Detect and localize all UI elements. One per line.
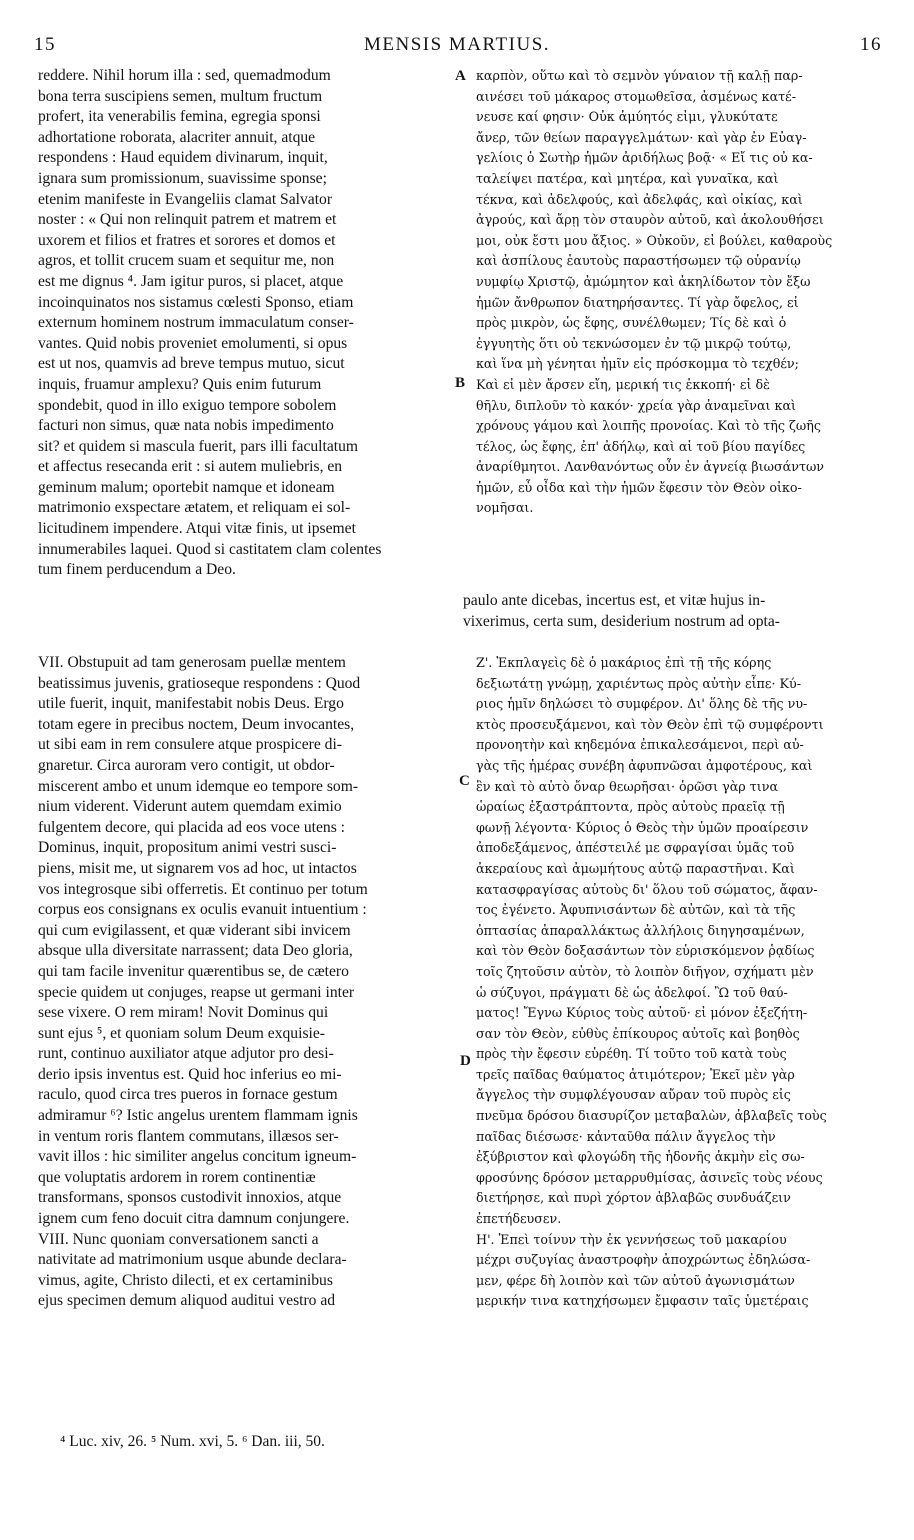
text-line: VIII. Nunc quoniam conversationem sancti a [38,1230,319,1248]
text-line: VII. Obstupuit ad tam generosam puellæ mentem [38,654,346,671]
text-line: καὶ τὸν Θεὸν δοξασάντων τὸν εὑρισκόμενον ῥᾳδίως [476,943,815,959]
text-line: nium viderent. Viderunt autem quemdam eximio [38,798,342,816]
text-line: vavit illos : hic similiter angelus concitum igneum- [38,1148,357,1166]
text-line: καὶ ἵνα μὴ γένηται ἡμῖν εἰς πρόσκομμα τὸ τεχθέν; [476,356,799,372]
text-line: μέχρι συζυγίας ἀναστροφὴν ἀποχρώντως ἐδηλώσα- [476,1252,811,1268]
text-line: est me dignus ⁴. Jam igitur puros, si placet, atque [38,272,344,290]
text-line: τέκνα, καὶ ἀδελφούς, καὶ ἀδελφάς, καὶ οἰκίας, καὶ [476,191,803,207]
text-line: νυμφίῳ Χριστῷ, ἀμώμητον καὶ ἀκηλίδωτον τὸν ἔξω [476,273,811,289]
text-line: τέλος, ὡς ἔφης, ἐπ' ἀδήλῳ, καὶ αἱ τοῦ βίου παγίδες [476,438,806,454]
text-line: admiramur ⁶? Istic angelus urentem flammam ignis [38,1107,358,1125]
text-line: ὡραίως ἐξαστράπτοντα, πρὸς αὐτοὺς πραεῖᾳ τῇ [476,799,785,815]
text-line: ἄνερ, τῶν θείων παραγγελμάτων· καὶ γὰρ ἐν Εὐαγ- [476,129,807,145]
text-line: nativitate ad matrimonium usque abunde declara- [38,1251,347,1269]
text-line: uxorem et filios et fratres et sorores et domos et [38,231,336,249]
text-line: gnaretur. Circa auroram vero contigit, ut obdor- [38,756,335,774]
text-line: Καὶ εἰ μὲν ἄρσεν εἴη, μερική τις ἐκκοπή· εἰ δὲ [476,376,770,392]
text-line: κτὸς προσευξάμενοι, καὶ τὸν Θεὸν ἐπὶ τῷ συμφέροντι [476,716,824,732]
text-line: πρὸς τὴν ἔφεσιν εὑρέθη. Τί τοῦτο τοῦ κατὰ τοὺς [476,1046,787,1062]
text-line: ὡ σύζυγοι, πράγματι δὲ ὡς ἀδελφοί. Ὢ τοῦ θαύ- [476,984,788,1000]
text-line: externum hominem nostrum immaculatum conser- [38,314,354,332]
text-line: vantes. Quid nobis proveniet emolumenti, si opus [38,334,348,352]
text-line: beatissimus juvenis, gratioseque respondens : Quod [38,674,361,692]
text-line: absque ulla diversitate narrassent; data Deo gloria, [38,942,353,960]
greek-column-bottom [476,653,890,1312]
text-line: etenim manifeste in Evangeliis clamat Salvator [38,190,333,208]
text-line: ἐπετήδευσεν. [476,1211,562,1227]
text-line: μοι, οὐκ ἔστι μου ἄξιος. » Οὐκοῦν, εἰ βούλει, καθαροὺς [476,232,833,248]
page-header [30,30,884,64]
latin-column-top [38,66,466,581]
text-line: vos integrosque sibi offerretis. Et continuo per totum [38,880,368,898]
text-line: ἡμῶν, εὖ οἶδα καὶ τὴν ἡμῶν ἔφεσιν τὸν Θεὸν οἰκο- [476,479,802,495]
text-line: τος ἐγένετο. Ἀφυπνισάντων δὲ αὐτῶν, καὶ τὰ τῆς [476,902,796,918]
text-line: ἡμῶν ἄνθρωπον διατηρήσαντες. Τί γὰρ ὄφελος, εἰ [476,294,799,310]
text-line: qui cum evigilassent, et quæ viderant sibi invicem [38,921,351,939]
text-line: ἄγγελος τὴν συμφλέγουσαν αὔραν τοῦ πυρὸς εἰς [476,1087,791,1103]
text-line: διετήρησε, καὶ πυρὶ χόρτον ἀβλαβῶς συνδυάζειν [476,1190,791,1206]
text-line: derio ipsis inventus est. Quid hoc inferius eo mi- [38,1065,342,1083]
text-line: sunt ejus ⁵, et quoniam solum Deum exquisie- [38,1024,325,1042]
text-line: ignara sum promissionum, suavissime sponse; [38,169,327,187]
text-line: est ut nos, quamvis ad breve tempus mutuo, sicut [38,355,345,373]
text-line: ἓν καὶ τὸ αὐτὸ ὄναρ θεωρῆσαι· ὁρῶσι γὰρ τινα [476,778,779,794]
text-line: spondebit, quod in illo exiguo tempore sobolem [38,396,337,414]
text-line: ignem cum feno docuit citra damnum conjungere. [38,1210,350,1228]
margin-letter-c: C [459,773,470,789]
text-line: noster : « Qui non relinquit patrem et matrem et [38,211,337,229]
text-line: bona terra suscipiens semen, multum fructum [38,87,323,105]
text-line: σαν τὸν Θεὸν, εὐθὺς ἐπίκουρος αὐτοῖς καὶ βοηθὸς [476,1025,800,1041]
text-line: αινέσει τοῦ μάκαρος στομωθεῖσα, ἀσμένως κατέ- [476,88,797,104]
page-number-left: 15 [34,34,56,55]
text-line: γὰς τῆς ἡμέρας συνέβη ἀφυπνῶσαι ἀμφοτέρους, καὶ [476,757,813,773]
text-line: innumerabiles laquei. Quod si castitatem clam colentes [38,540,382,558]
text-line: et affectus resecanda erit : si autem muliebris, en [38,458,343,476]
text-line: ἐξύβριστον καὶ φλογώδη τῆς ἡδονῆς ἀκμὴν εἰς σω- [476,1149,805,1165]
text-line: reddere. Nihil horum illa : sed, quemadmodum [38,67,331,84]
text-line: τρεῖς παῖδας θαύματος ἀτιμότερον; Ἐκεῖ μὲν γὰρ [476,1066,795,1082]
text-line: Η'. Ἐπεὶ τοίνυν τὴν ἐκ γεννήσεως τοῦ μακαρίου [476,1231,787,1247]
text-line: ριος ἡμῖν δηλώσει τὸ συμφέρον. Δι' ὅλης δὲ τῆς νυ- [476,696,808,712]
text-line: transformans, sponsos custodivit innoxios, atque [38,1189,342,1207]
text-line: specie quidem ut conjuges, reapse ut germani inter [38,983,355,1001]
text-line: vimus, agite, Christo dilecti, et ex certaminibus [38,1271,333,1289]
text-line: inquis, fruamur amplexu? Quis enim futurum [38,375,322,393]
text-line: ὀπτασίας ἀπαραλλάκτως ἀλλήλοις διηγησαμένων, [476,922,805,938]
text-line: sese vixere. O rem miram! Novit Dominus qui [38,1004,329,1022]
text-line: δεξιωτάτῃ γνώμῃ, χαριέντως πρὸς αὐτὴν εἶπε· Κύ- [476,675,802,691]
text-line: runt, continuo auxiliator atque adjutor pro desi- [38,1045,334,1063]
text-line: profert, ita venerabilis femina, egregia sponsi [38,108,321,126]
text-line: τοῖς ζητοῦσιν αὐτὸν, τὸ λοιπὸν διῆγον, σχήματι μὲν [476,963,814,979]
text-line: προνοητὴν καὶ κηδεμόνα ἐπικαλεσάμενοι, περὶ αὐ- [476,737,804,753]
text-line: qui tam facile invenitur quærentibus se, de cætero [38,962,349,980]
text-line: καρπὸν, οὕτω καὶ τὸ σεμνὸν γύναιον τῇ καλῇ παρ- [476,68,803,83]
text-line: totam egere in precibus noctem, Deum invocantes, [38,715,355,733]
text-line: ut sibi eam in rem consulere atque prospicere di- [38,736,342,754]
text-line: piens, misit me, ut signarem vos ad hoc, ut intactos [38,859,357,877]
text-line: fulgentem decore, qui placida ad eos voce utens : [38,818,345,836]
text-line: que voluptatis ardorem in rorem continentiæ [38,1168,316,1186]
text-line: μερικήν τινα κατηχήσωμεν ἔμφασιν ταῖς ὑμετέραις [476,1293,809,1309]
text-line: ejus specimen demum aliquod auditui vestro ad [38,1292,336,1310]
text-line: ἐγγυητὴς ὅτι οὐ τεκνώσομεν ἐν τῷ μικρῷ τούτῳ, [476,335,792,351]
text-line: ἀναρίθμητοι. Λανθανόντως οὖν ἐν ἁγνείᾳ βιωσάντων [476,459,825,475]
full-width-line-right: paulo ante dicebas, incertus est, et vitæ hujus in- [463,592,766,609]
text-line: utile fuerit, inquit, manifestabit nobis Deus. Ergo [38,695,344,713]
text-line: θῆλυ, διπλοῦν τὸ κακόν· χρεία γὰρ ἀναμεῖναι καὶ [476,397,797,413]
footnotes: ⁴ Luc. xiv, 26. ⁵ Num. xvi, 5. ⁶ Dan. iii, 50. [60,1433,325,1450]
full-width-line-right-2: vixerimus, certa sum, desiderium nostrum ad opta- [463,612,780,630]
text-line: πρὸς μικρὸν, ὡς ἔφης, συνέλθωμεν; Τίς δὲ καὶ ὁ [476,315,787,331]
text-line: νομῆσαι. [476,500,534,516]
latin-column-bottom [38,653,456,1312]
text-line: ματος! Ἔγνω Κύριος τοὺς αὐτοῦ· εἰ μόνον ἐξεζήτη- [476,1005,808,1021]
text-line: χρόνους γάμου καὶ λοιπῆς προνοίας. Καὶ τὸ τῆς ζωῆς [476,418,821,434]
text-line: πνεῦμα δρόσου διασυρίζον μεταβαλὼν, ἀβλαβεῖς τοὺς [476,1108,827,1124]
page-number-right: 16 [860,34,882,55]
text-line: licitudinem impendere. Atqui vitæ finis, ut ipsemet [38,520,356,538]
text-line: matrimonio exspectare ætatem, et reliquam ei sol- [38,499,351,517]
text-line: respondens : Haud equidem divinarum, inquit, [38,149,328,167]
text-line: ἀκεραίους καὶ ἀμωμήτους αὐτῷ παραστῆναι. Καὶ [476,860,795,876]
greek-column-top [476,66,890,519]
text-line: νευσε καί φησιν· Οὐκ ἀμύητός εἰμι, γλυκύτατε [476,109,778,125]
text-line: ἀποδεξάμενος, ἀπέστειλέ με σφραγίσαι ὑμᾶς τοῦ [476,840,795,856]
text-line: in ventum roris flantem commutans, illæsos ser- [38,1127,339,1145]
text-line: sit? et quidem si mascula fuerit, pars illi facultatum [38,437,359,455]
text-line: incoinquinatos nos sistamus cœlesti Sponso, etiam [38,293,354,311]
text-line: miscerent ambo et unum idemque eo tempore som- [38,777,359,795]
text-line: γελίοις ὁ Σωτὴρ ἡμῶν ἀριδήλως βοᾷ· « Εἴ τις οὐ κα- [476,150,813,166]
text-line: corpus eos consignans ex oculis evanuit intuentium : [38,901,367,919]
text-line: μεν, φέρε δὴ λοιπὸν καὶ τῶν αὐτοῦ ἀγωνισμάτων [476,1272,795,1288]
text-line: geminum malum; oportebit namque et idoneam [38,478,335,496]
text-line: adhortatione roborata, alacriter annuit, atque [38,128,316,146]
text-line: agros, et tollit crucem suam et sequitur me, non [38,252,335,270]
text-line: καὶ ἀσπίλους ἑαυτοὺς παραστήσωμεν τῷ οὐρανίῳ [476,253,801,269]
margin-letter-a: A [455,68,466,84]
text-line: Dominus, inquit, propositum animi vestri susci- [38,839,337,857]
running-title: MENSIS MARTIUS. [363,34,551,55]
text-line: φωνῇ λέγοντα· Κύριος ὁ Θεὸς τὴν ὑμῶν προαίρεσιν [476,819,809,835]
margin-letter-b: B [455,375,466,391]
text-line: Ζ'. Ἐκπλαγεὶς δὲ ὁ μακάριος ἐπὶ τῇ τῆς κόρης [476,655,772,670]
text-line: κατασφραγίσας αὐτοὺς δι' ὅλου τοῦ σώματος, ἄφαν- [476,881,818,897]
margin-letter-d: D [460,1053,471,1069]
text-line: φροσύνης δρόσον μεταρρυθμίσας, ἀσινεῖς τοὺς νέους [476,1169,823,1185]
text-line: ἀγρούς, καὶ ἄρῃ τὸν σταυρὸν αὐτοῦ, καὶ ἀκολουθήσει [476,212,824,228]
text-line: facturi non simus, quæ nata nobis impedimento [38,417,334,435]
text-line: ταλείψει πατέρα, καὶ μητέρα, καὶ γυναῖκα, καὶ [476,170,779,186]
text-line: παῖδας διέσωσε· κἀνταῦθα πάλιν ἄγγελος τὴν [476,1128,776,1144]
text-line: raculo, quod circa tres pueros in fornace gestum [38,1086,338,1104]
text-line: tum finem perducendum a Deo. [38,561,236,579]
